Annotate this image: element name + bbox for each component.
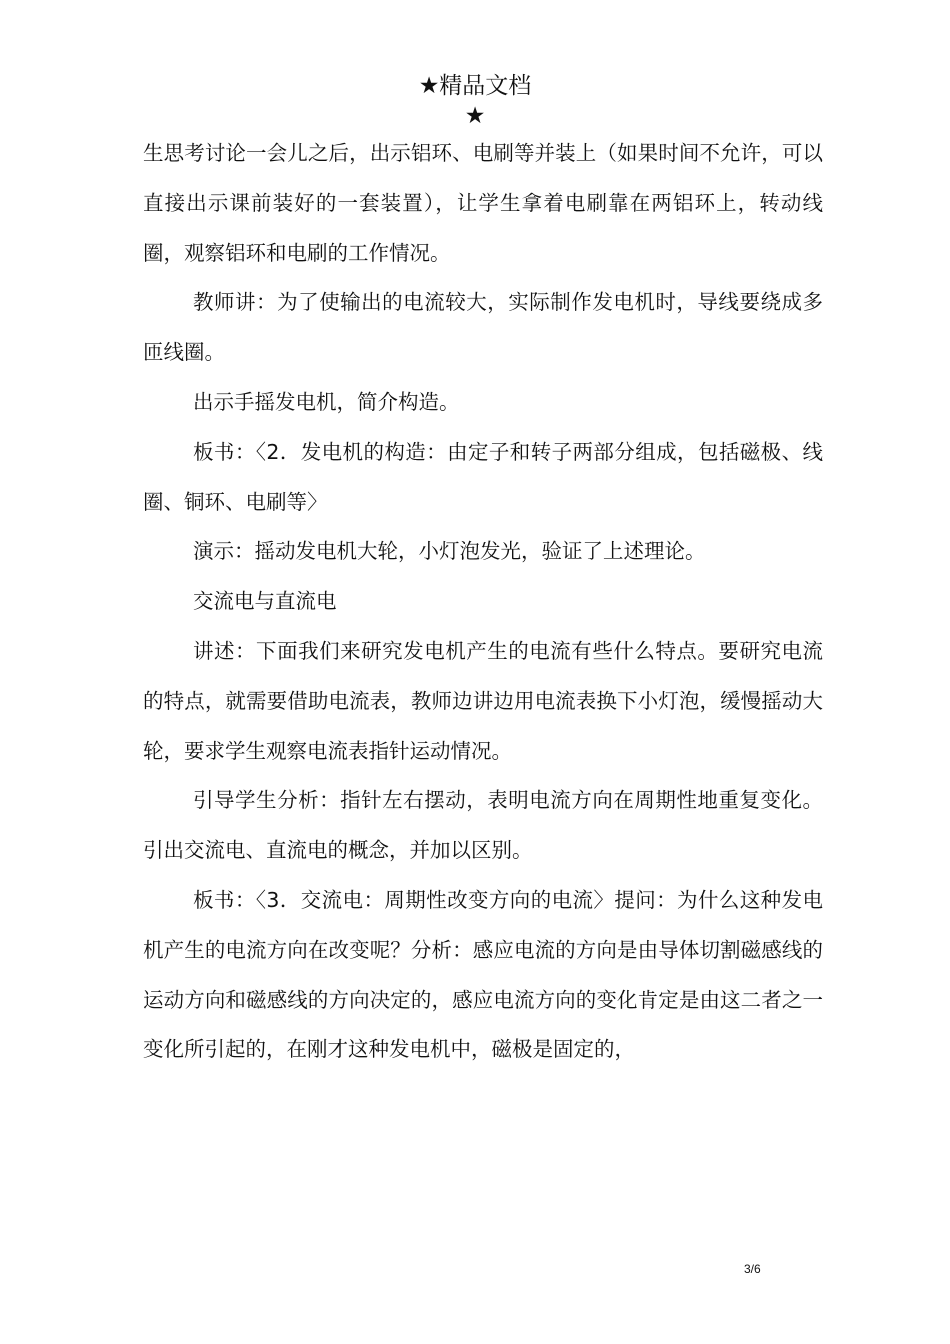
page-number: 3/6 [744,1262,761,1276]
paragraph: 板书：〈3．交流电：周期性改变方向的电流〉提问：为什么这种发电机产生的电流方向在改变呢？分析：感应电流的方向是由导体切割磁感线的运动方向和磁感线的方向决定的，感应电流方向的变化肯定是由这二者之一变化所引起的，在刚才这种发电机中，磁极是固定的， [143,887,823,1062]
document-header-title: ★精品文档 [418,73,532,99]
paragraph: 演示：摇动发电机大轮，小灯泡发光，验证了上述理论。 [193,539,706,564]
paragraph: 引导学生分析：指针左右摆动，表明电流方向在周期性地重复变化。引出交流电、直流电的概念，并加以区别。 [143,788,823,863]
document-header-star: ★ [464,103,486,129]
paragraph: 生思考讨论一会儿之后，出示铝环、电刷等并装上（如果时间不允许，可以直接出示课前装好的一套装置），让学生拿着电刷靠在两铝环上，转动线圈，观察铝环和电刷的工作情况。 [143,141,823,265]
paragraph: 出示手摇发电机，简介构造。 [193,389,460,414]
section-heading: 交流电与直流电 [193,589,337,614]
paragraph: 讲述：下面我们来研究发电机产生的电流有些什么特点。要研究电流的特点，就需要借助电流表，教师边讲边用电流表换下小灯泡，缓慢摇动大轮，要求学生观察电流表指针运动情况。 [143,638,823,763]
document-body [143,129,823,1075]
paragraph: 教师讲：为了使输出的电流较大，实际制作发电机时，导线要绕成多匝线圈。 [143,290,823,365]
paragraph: 板书：〈2．发电机的构造：由定子和转子两部分组成，包括磁极、线圈、铜环、电刷等〉 [143,439,823,514]
